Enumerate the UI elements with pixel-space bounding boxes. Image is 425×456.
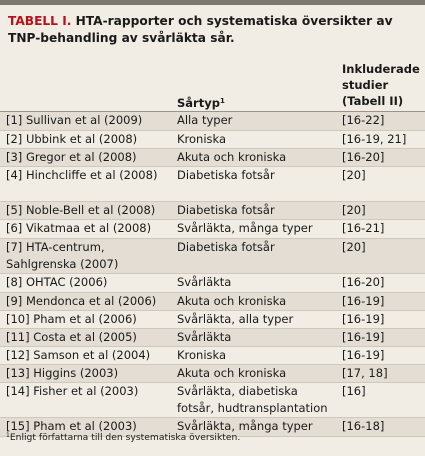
reference-cell: [12] Samson et al (2004): [6, 348, 151, 362]
reference-cell: [11] Costa et al (2005): [6, 330, 137, 344]
reference-cell: [5] Noble-Bell et al (2008): [6, 203, 156, 217]
wound-type-cell: Akuta och kroniska: [177, 150, 287, 164]
reference-cell: [15] Pham et al (2003): [6, 419, 137, 433]
table-row: [0, 293, 425, 311]
header-wound-type: Sårtyp$^1$: [177, 96, 225, 110]
footnote-mark: 1: [219, 97, 225, 105]
included-studies-cell: [16-19]: [342, 348, 385, 362]
reference-cell: [8] OHTAC (2006): [6, 275, 108, 289]
table-title: [8, 13, 413, 47]
table-row: [0, 329, 425, 347]
table-row: [0, 347, 425, 365]
included-studies-cell: [16-20]: [342, 275, 385, 289]
wound-type-cell: Svårläkta, många typer: [177, 221, 313, 235]
table-card: [0, 5, 425, 456]
reference-cell: [3] Gregor et al (2008): [6, 150, 137, 164]
table-row: [0, 149, 425, 167]
included-studies-cell: [16-22]: [342, 113, 385, 127]
included-studies-cell: [16-18]: [342, 419, 385, 433]
reference-cell: [10] Pham et al (2006): [6, 312, 137, 326]
table-row: [0, 167, 425, 202]
wound-type-cell: Diabetiska fotsår: [177, 203, 275, 217]
included-studies-cell: [16-19]: [342, 312, 385, 326]
table-title-text: HTA-rapporter och systematiska översikter av TNP-behandling av svårläkta sår.: [8, 14, 393, 45]
table-row: [0, 383, 425, 418]
wound-type-cell: Akuta och kroniska: [177, 294, 287, 308]
header-included-studies: Inkluderade studier (Tabell II): [342, 62, 420, 108]
included-studies-cell: [16-19]: [342, 330, 385, 344]
table-row: [0, 239, 425, 274]
included-studies-cell: [20]: [342, 168, 366, 182]
included-studies-cell: [16-20]: [342, 150, 385, 164]
wound-type-cell: Svårläkta: [177, 330, 232, 344]
included-studies-cell: [20]: [342, 203, 366, 217]
reference-cell: [6] Vikatmaa et al (2008): [6, 221, 152, 235]
table-row: [0, 202, 425, 220]
included-studies-cell: [16-21]: [342, 221, 385, 235]
reference-cell: [2] Ubbink et al (2008): [6, 132, 138, 146]
reference-cell: [14] Fisher et al (2003): [6, 384, 139, 398]
wound-type-cell: Svårläkta: [177, 275, 232, 289]
table-row: [0, 220, 425, 239]
table-row: [0, 365, 425, 383]
reference-cell: [9] Mendonca et al (2006): [6, 294, 157, 308]
reference-cell: [7] HTA-centrum, Sahlgrenska (2007): [6, 240, 119, 271]
table-row: [0, 274, 425, 293]
table-body: [0, 112, 425, 437]
wound-type-cell: Akuta och kroniska: [177, 366, 287, 380]
wound-type-cell: Kroniska: [177, 348, 227, 362]
included-studies-cell: [16-19]: [342, 294, 385, 308]
included-studies-cell: [17, 18]: [342, 366, 388, 380]
wound-type-cell: Kroniska: [177, 132, 227, 146]
wound-type-cell: Svårläkta, många typer: [177, 419, 313, 433]
wound-type-cell: Svårläkta, alla typer: [177, 312, 294, 326]
table-row: [0, 112, 425, 131]
wound-type-cell: Diabetiska fotsår: [177, 240, 275, 254]
table-label: TABELL I.: [8, 14, 72, 28]
table-row: [0, 311, 425, 329]
included-studies-cell: [16]: [342, 384, 366, 398]
wound-type-cell: Diabetiska fotsår: [177, 168, 275, 182]
table-footnote: $^1$Enligt författarna till den systematiska översikten.: [6, 432, 241, 443]
reference-cell: [1] Sullivan et al (2009): [6, 113, 143, 127]
included-studies-cell: [20]: [342, 240, 366, 254]
reference-cell: [13] Higgins (2003): [6, 366, 119, 380]
table-row: [0, 131, 425, 149]
wound-type-cell: Svårläkta, diabetiska fotsår, hudtransplantation: [177, 384, 328, 415]
reference-cell: [4] Hinchcliffe et al (2008): [6, 168, 158, 182]
wound-type-cell: Alla typer: [177, 113, 233, 127]
included-studies-cell: [16-19, 21]: [342, 132, 407, 146]
